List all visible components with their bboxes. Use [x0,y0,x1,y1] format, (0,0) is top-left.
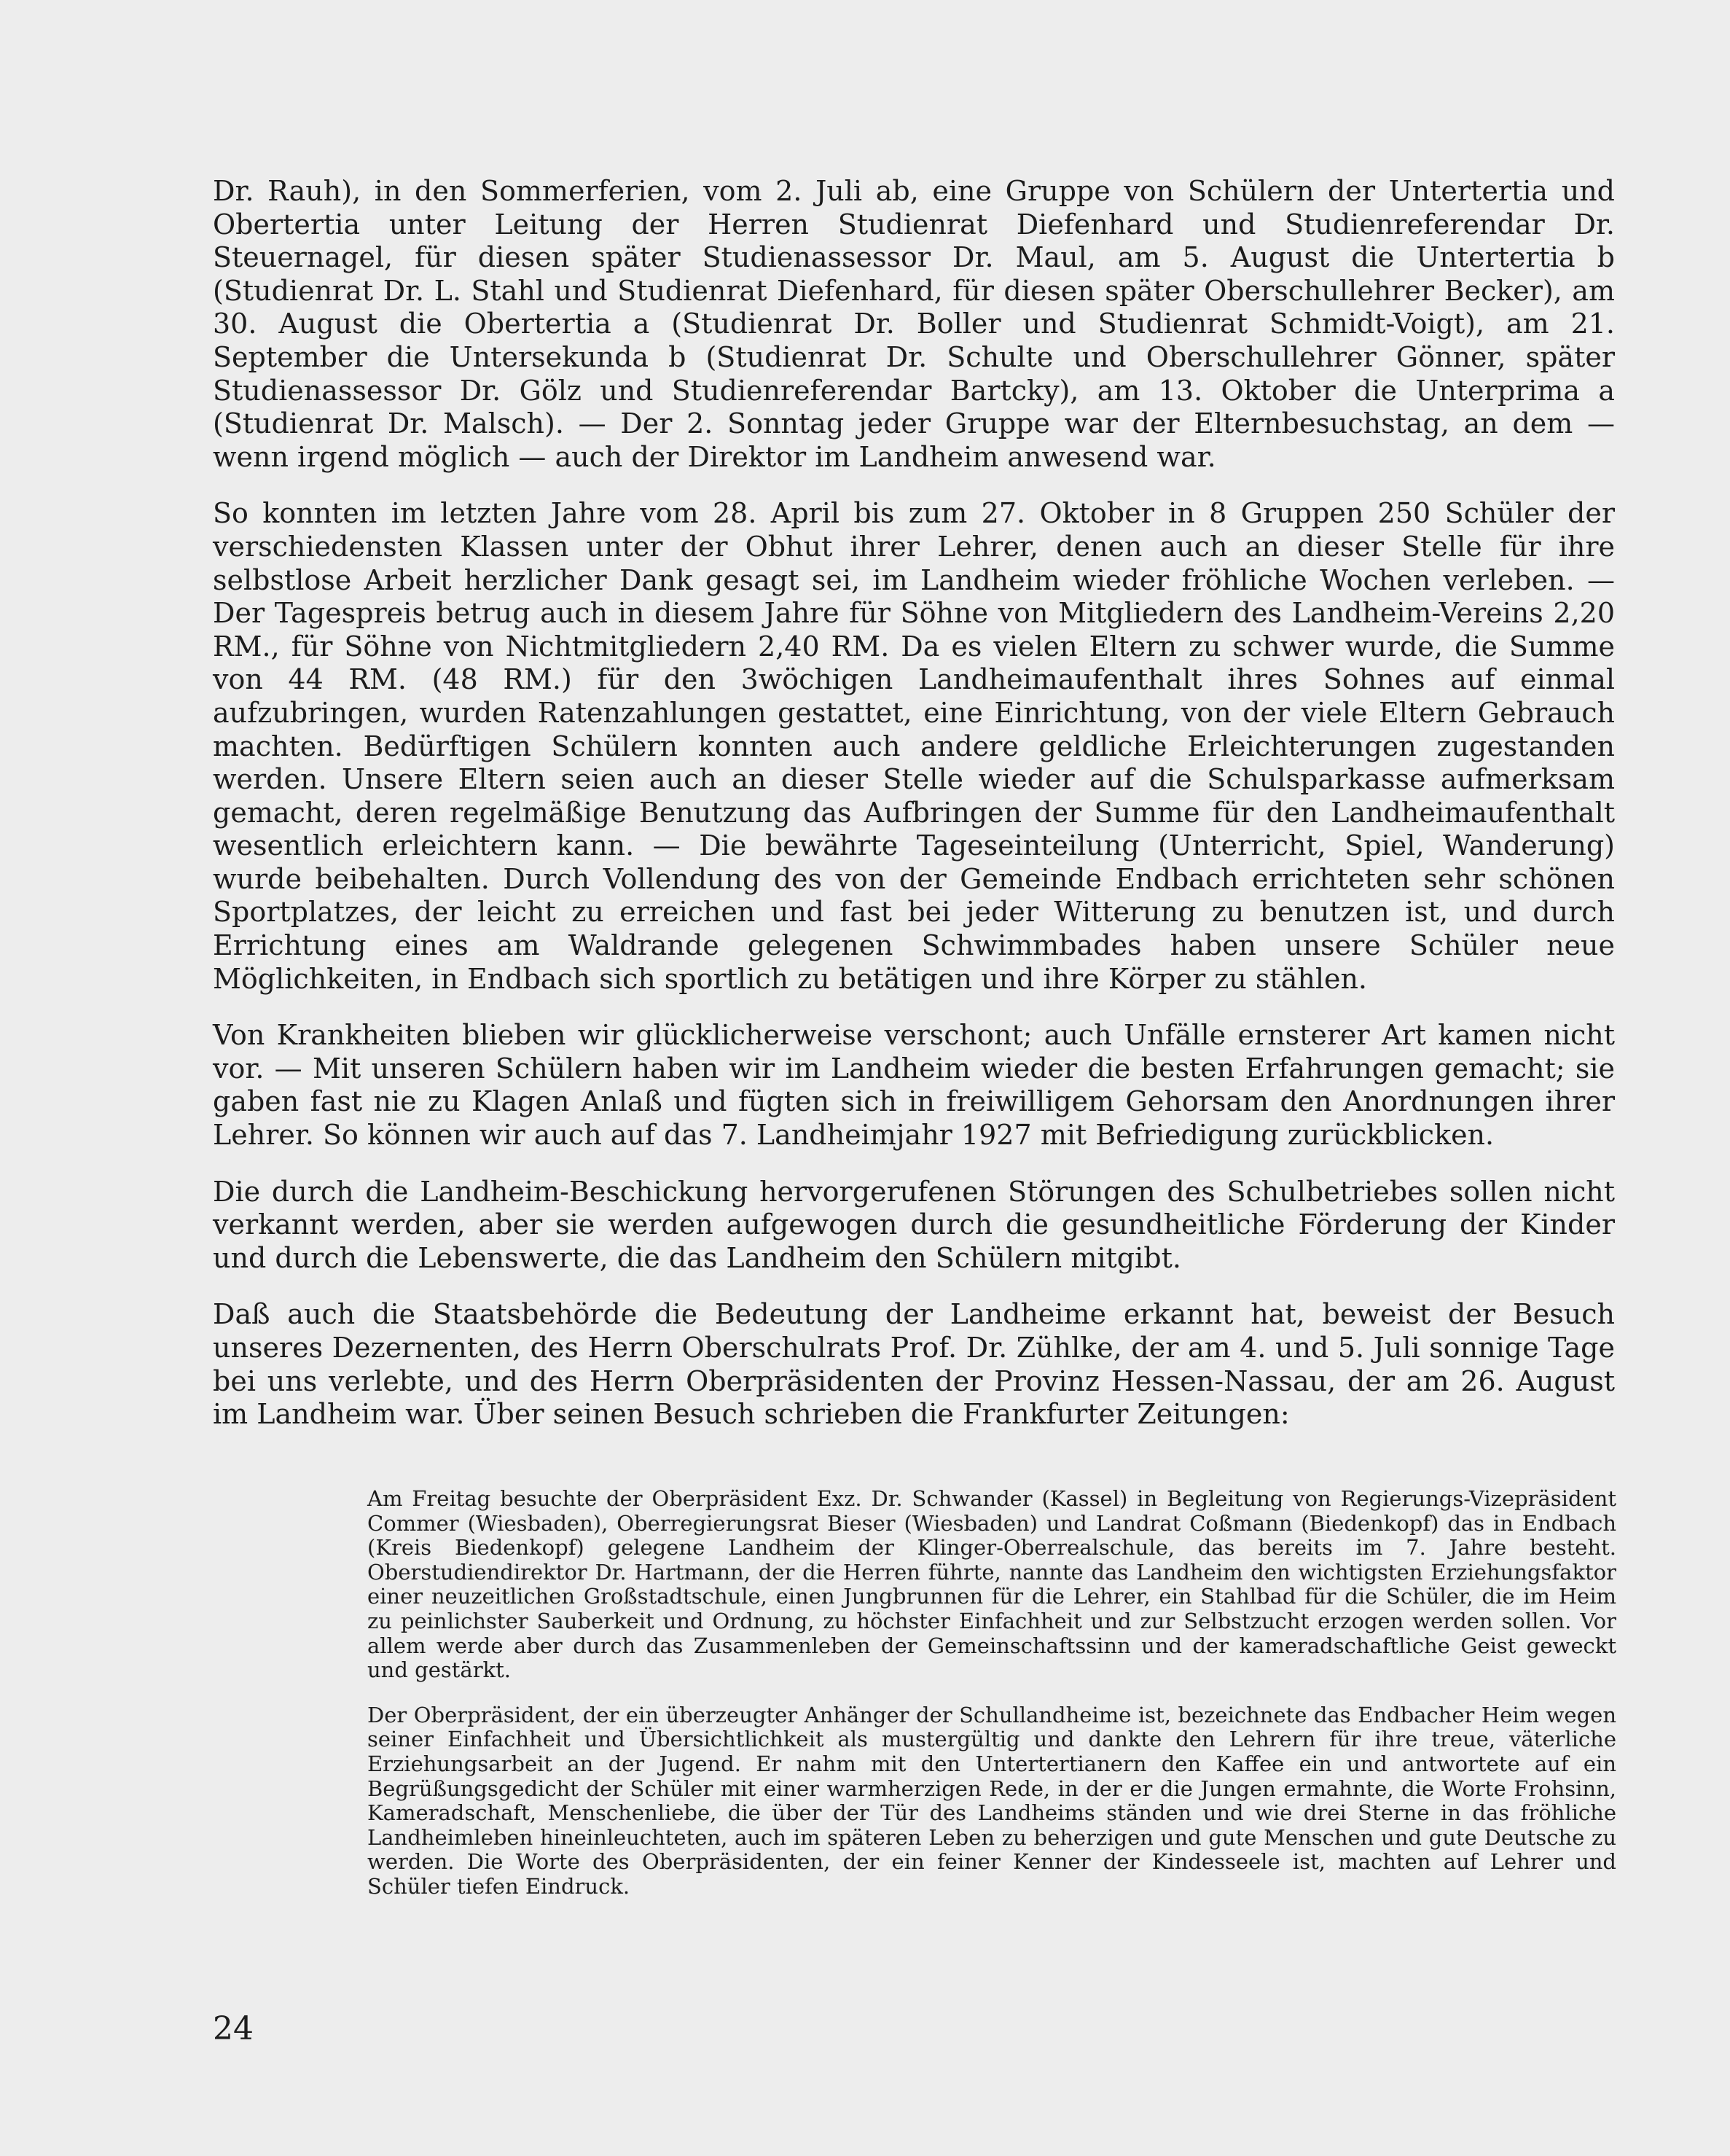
paragraph-1: Dr. Rauh), in den Sommerferien, vom 2. Juli ab, eine Gruppe von Schülern der Untertertia und Obertertia unter Leitung der Herren Studienrat Diefenhard und Studienreferendar Dr. Steuernagel, für diesen später Studienassessor Dr. Maul, am 5. August die Untertertia b (Studienrat Dr. L. Stahl und Studienrat Diefenhard, für diesen später Oberschullehrer Becker), am 30. August die Obertertia a (Studienrat Dr. Boller und Studienrat Schmidt-Voigt), am 21. September die Untersekunda b (Studienrat Dr. Schulte und Oberschullehrer Gönner, später Studienassessor Dr. Gölz und Studienreferendar Bartcky), am 13. Oktober die Unterprima a (Studienrat Dr. Malsch). — Der 2. Sonntag jeder Gruppe war der Elternbesuchstag, an dem — wenn irgend möglich — auch der Direktor im Landheim anwesend war. [213,175,1615,473]
main-text [213,175,1615,1455]
paragraph-3: Von Krankheiten blieben wir glücklicherweise verschont; auch Unfälle ernsterer Art kamen nicht vor. — Mit unseren Schülern haben wir im Landheim wieder die besten Erfahrungen gemacht; sie gaben fast nie zu Klagen Anlaß und fügten sich in freiwilligem Gehorsam den Anordnungen ihrer Lehrer. So können wir auch auf das 7. Landheimjahr 1927 mit Befriedigung zurückblicken. [213,1019,1615,1152]
page-number: 24 [213,2010,254,2047]
paragraph-5: Daß auch die Staatsbehörde die Bedeutung der Landheime erkannt hat, beweist der Besuch unseres Dezernenten, des Herrn Oberschulrats Prof. Dr. Zühlke, der am 4. und 5. Juli sonnige Tage bei uns verlebte, und des Herrn Oberpräsidenten der Provinz Hessen-Nassau, der am 26. August im Landheim war. Über seinen Besuch schrieben die Frankfurter Zeitungen: [213,1298,1615,1431]
paragraph-2: So konnten im letzten Jahre vom 28. April bis zum 27. Oktober in 8 Gruppen 250 Schüler der verschiedensten Klassen unter der Obhut ihrer Lehrer, denen auch an dieser Stelle für ihre selbstlose Arbeit herzlicher Dank gesagt sei, im Landheim wieder fröhliche Wochen verleben. — Der Tagespreis betrug auch in diesem Jahre für Söhne von Mitgliedern des Landheim-Vereins 2,20 RM., für Söhne von Nichtmitgliedern 2,40 RM. Da es vielen Eltern zu schwer wurde, die Summe von 44 RM. (48 RM.) für den 3wöchigen Landheimaufenthalt ihres Sohnes auf einmal aufzubringen, wurden Ratenzahlungen gestattet, eine Einrichtung, von der viele Eltern Gebrauch machten. Bedürftigen Schülern konnten auch andere geldliche Erleichterungen zugestanden werden. Unsere Eltern seien auch an dieser Stelle wieder auf die Schulsparkasse aufmerksam gemacht, deren regelmäßige Benutzung das Aufbringen der Summe für den Landheimaufenthalt wesentlich erleichtern kann. — Die bewährte Tageseinteilung (Unterricht, Spiel, Wanderung) wurde beibehalten. Durch Vollendung des von der Gemeinde Endbach errichteten sehr schönen Sportplatzes, der leicht zu erreichen und fast bei jeder Witterung zu benutzen ist, und durch Errichtung eines am Waldrande gelegenen Schwimmbades haben unsere Schüler neue Möglichkeiten, in Endbach sich sportlich zu betätigen und ihre Körper zu stählen. [213,497,1615,995]
newspaper-quote [367,1487,1616,1920]
paragraph-4: Die durch die Landheim-Beschickung hervorgerufenen Störungen des Schulbetriebes sollen nicht verkannt werden, aber sie werden aufgewogen durch die gesundheitliche Förderung der Kinder und durch die Lebenswerte, die das Landheim den Schülern mitgibt. [213,1175,1615,1274]
quote-paragraph-2: Der Oberpräsident, der ein überzeugter Anhänger der Schullandheime ist, bezeichnete das Endbacher Heim wegen seiner Einfachheit und Übersichtlichkeit als mustergültig und dankte den Lehrern für ihre treue, väterliche Erziehungsarbeit an der Jugend. Er nahm mit den Untertertianern den Kaffee ein und antwortete auf ein Begrüßungsgedicht der Schüler mit einer warmherzigen Rede, in der er die Jungen ermahnte, die Worte Frohsinn, Kameradschaft, Menschenliebe, die über der Tür des Landheims ständen und wie drei Sterne in das fröhliche Landheimleben hineinleuchteten, auch im späteren Leben zu beherzigen und gute Menschen und gute Deutsche zu werden. Die Worte des Oberpräsidenten, der ein feiner Kenner der Kindesseele ist, machten auf Lehrer und Schüler tiefen Eindruck. [367,1702,1616,1899]
quote-paragraph-1: Am Freitag besuchte der Oberpräsident Exz. Dr. Schwander (Kassel) in Begleitung von Regierungs-Vizepräsident Commer (Wiesbaden), Oberregierungsrat Bieser (Wiesbaden) und Landrat Coßmann (Biedenkopf) das in Endbach (Kreis Biedenkopf) gelegene Landheim der Klinger-Oberrealschule, das bereits im 7. Jahre besteht. Oberstudiendirektor Dr. Hartmann, der die Herren führte, nannte das Landheim den wichtigsten Erziehungsfaktor einer neuzeitlichen Großstadtschule, einen Jungbrunnen für die Lehrer, ein Stahlbad für die Schüler, die im Heim zu peinlichster Sauberkeit und Ordnung, zu höchster Einfachheit und zur Selbstzucht erzogen werden sollen. Vor allem werde aber durch das Zusammenleben der Gemeinschaftssinn und der kameradschaftliche Geist geweckt und gestärkt. [367,1486,1616,1683]
